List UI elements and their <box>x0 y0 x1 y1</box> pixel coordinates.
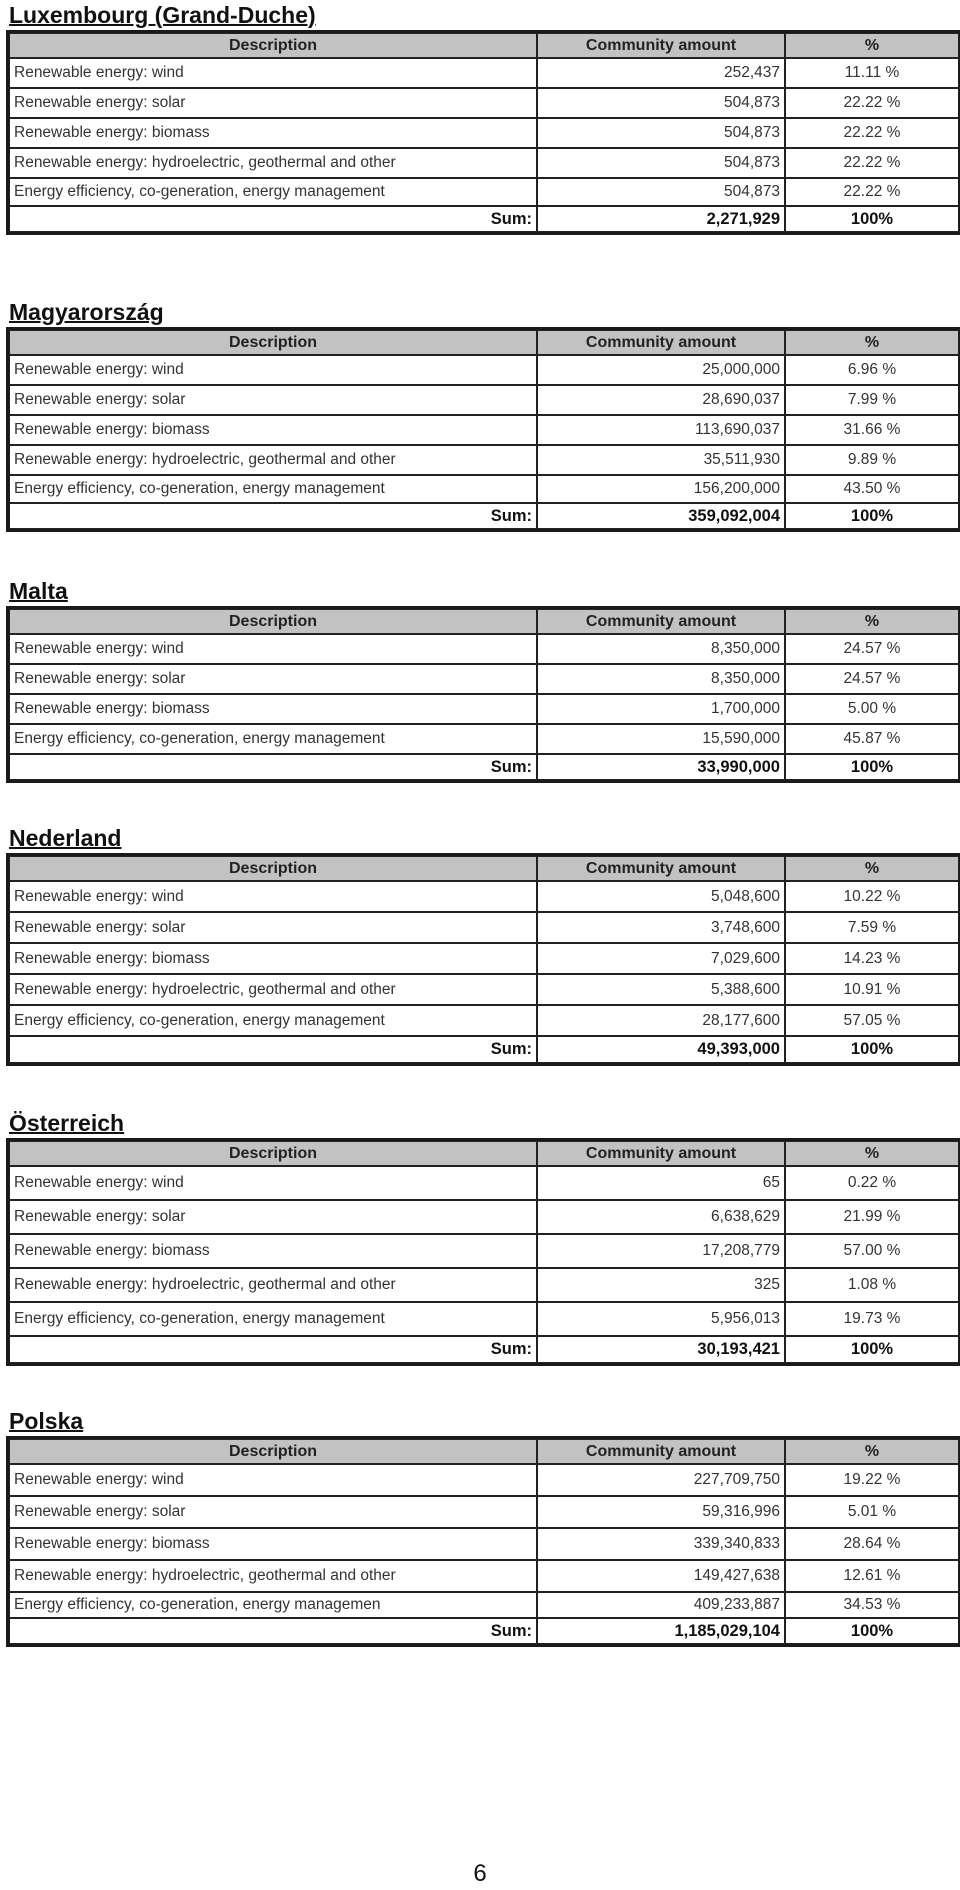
row-description: Energy efficiency, co-generation, energy management <box>9 724 537 754</box>
row-percent: 12.61 % <box>785 1560 959 1592</box>
sum-percent: 100% <box>785 503 959 529</box>
sum-row <box>9 1336 959 1363</box>
row-community-amount: 59,316,996 <box>537 1496 785 1528</box>
country-section <box>6 1406 956 1647</box>
table-row <box>9 1560 959 1592</box>
row-percent: 6.96 % <box>785 355 959 385</box>
row-community-amount: 5,388,600 <box>537 974 785 1005</box>
table-row <box>9 1528 959 1560</box>
row-description: Energy efficiency, co-generation, energy managemen <box>9 1592 537 1618</box>
row-percent: 11.11 % <box>785 58 959 88</box>
row-description: Renewable energy: biomass <box>9 943 537 974</box>
sum-row <box>9 503 959 529</box>
row-description: Energy efficiency, co-generation, energy management <box>9 1302 537 1336</box>
table-row <box>9 445 959 475</box>
row-description: Renewable energy: hydroelectric, geothermal and other <box>9 974 537 1005</box>
row-community-amount: 504,873 <box>537 148 785 178</box>
sum-percent: 100% <box>785 754 959 780</box>
table-row <box>9 385 959 415</box>
header-community-amount: Community amount <box>537 330 785 355</box>
sum-amount: 30,193,421 <box>537 1336 785 1363</box>
row-community-amount: 325 <box>537 1268 785 1302</box>
row-community-amount: 1,700,000 <box>537 694 785 724</box>
row-community-amount: 25,000,000 <box>537 355 785 385</box>
row-description: Energy efficiency, co-generation, energy management <box>9 475 537 503</box>
header-community-amount: Community amount <box>537 609 785 634</box>
sum-row <box>9 1036 959 1063</box>
header-description: Description <box>9 33 537 58</box>
row-community-amount: 227,709,750 <box>537 1464 785 1496</box>
header-description: Description <box>9 1439 537 1464</box>
table-row <box>9 912 959 943</box>
row-community-amount: 149,427,638 <box>537 1560 785 1592</box>
header-community-amount: Community amount <box>537 856 785 881</box>
sum-label: Sum: <box>9 1618 537 1644</box>
row-description: Renewable energy: biomass <box>9 1528 537 1560</box>
row-percent: 45.87 % <box>785 724 959 754</box>
header-percent: % <box>785 33 959 58</box>
row-community-amount: 5,048,600 <box>537 881 785 912</box>
sum-label: Sum: <box>9 503 537 529</box>
table-row <box>9 694 959 724</box>
table-row <box>9 664 959 694</box>
row-description: Renewable energy: biomass <box>9 1234 537 1268</box>
row-percent: 57.00 % <box>785 1234 959 1268</box>
row-community-amount: 8,350,000 <box>537 664 785 694</box>
table-row <box>9 1166 959 1200</box>
table-header-row <box>9 856 959 881</box>
row-community-amount: 504,873 <box>537 118 785 148</box>
sum-label: Sum: <box>9 206 537 232</box>
country-section <box>6 576 956 783</box>
table-header-row <box>9 330 959 355</box>
row-community-amount: 15,590,000 <box>537 724 785 754</box>
header-community-amount: Community amount <box>537 33 785 58</box>
table-row <box>9 415 959 445</box>
table-row <box>9 475 959 503</box>
table-row <box>9 634 959 664</box>
row-percent: 10.22 % <box>785 881 959 912</box>
sum-percent: 100% <box>785 206 959 232</box>
header-percent: % <box>785 1439 959 1464</box>
row-percent: 14.23 % <box>785 943 959 974</box>
table-row <box>9 1200 959 1234</box>
row-community-amount: 156,200,000 <box>537 475 785 503</box>
country-section <box>6 1108 956 1366</box>
sum-row <box>9 1618 959 1644</box>
sum-row <box>9 206 959 232</box>
table-row <box>9 58 959 88</box>
row-percent: 7.99 % <box>785 385 959 415</box>
table-row <box>9 1234 959 1268</box>
sum-label: Sum: <box>9 1036 537 1063</box>
row-percent: 9.89 % <box>785 445 959 475</box>
table-header-row <box>9 33 959 58</box>
table-row <box>9 1464 959 1496</box>
table-row <box>9 943 959 974</box>
row-percent: 24.57 % <box>785 664 959 694</box>
sum-amount: 1,185,029,104 <box>537 1618 785 1644</box>
allocation-table <box>6 1138 960 1366</box>
table-row <box>9 1268 959 1302</box>
row-community-amount: 5,956,013 <box>537 1302 785 1336</box>
row-description: Renewable energy: wind <box>9 355 537 385</box>
row-community-amount: 6,638,629 <box>537 1200 785 1234</box>
row-percent: 43.50 % <box>785 475 959 503</box>
allocation-table <box>6 606 960 783</box>
row-community-amount: 3,748,600 <box>537 912 785 943</box>
row-description: Renewable energy: wind <box>9 58 537 88</box>
row-community-amount: 8,350,000 <box>537 634 785 664</box>
country-title: Polska <box>9 1408 84 1434</box>
country-section <box>6 0 956 235</box>
row-percent: 5.01 % <box>785 1496 959 1528</box>
country-section <box>6 297 956 532</box>
sum-label: Sum: <box>9 1336 537 1363</box>
allocation-table <box>6 30 960 235</box>
table-row <box>9 355 959 385</box>
sum-amount: 2,271,929 <box>537 206 785 232</box>
row-description: Renewable energy: hydroelectric, geothermal and other <box>9 148 537 178</box>
row-percent: 7.59 % <box>785 912 959 943</box>
row-community-amount: 113,690,037 <box>537 415 785 445</box>
table-row <box>9 1302 959 1336</box>
row-community-amount: 35,511,930 <box>537 445 785 475</box>
row-percent: 28.64 % <box>785 1528 959 1560</box>
row-percent: 21.99 % <box>785 1200 959 1234</box>
row-description: Renewable energy: biomass <box>9 415 537 445</box>
row-description: Renewable energy: wind <box>9 881 537 912</box>
row-percent: 22.22 % <box>785 148 959 178</box>
allocation-table <box>6 1436 960 1647</box>
page-number: 6 <box>473 1860 487 1887</box>
country-title: Magyarország <box>9 299 164 325</box>
table-row <box>9 178 959 206</box>
country-title: Nederland <box>9 825 122 851</box>
row-community-amount: 17,208,779 <box>537 1234 785 1268</box>
row-percent: 22.22 % <box>785 88 959 118</box>
header-percent: % <box>785 1141 959 1166</box>
table-row <box>9 1592 959 1618</box>
header-description: Description <box>9 856 537 881</box>
row-community-amount: 7,029,600 <box>537 943 785 974</box>
sum-percent: 100% <box>785 1036 959 1063</box>
table-row <box>9 724 959 754</box>
table-row <box>9 118 959 148</box>
row-percent: 31.66 % <box>785 415 959 445</box>
row-description: Renewable energy: solar <box>9 385 537 415</box>
row-description: Renewable energy: hydroelectric, geothermal and other <box>9 1268 537 1302</box>
table-row <box>9 1005 959 1036</box>
sum-amount: 33,990,000 <box>537 754 785 780</box>
table-row <box>9 148 959 178</box>
country-title: Luxembourg (Grand-Duche) <box>9 2 316 28</box>
row-percent: 19.73 % <box>785 1302 959 1336</box>
row-description: Renewable energy: hydroelectric, geothermal and other <box>9 1560 537 1592</box>
row-community-amount: 28,690,037 <box>537 385 785 415</box>
row-percent: 57.05 % <box>785 1005 959 1036</box>
header-description: Description <box>9 609 537 634</box>
row-community-amount: 409,233,887 <box>537 1592 785 1618</box>
row-description: Energy efficiency, co-generation, energy management <box>9 1005 537 1036</box>
row-description: Renewable energy: solar <box>9 1496 537 1528</box>
header-description: Description <box>9 330 537 355</box>
row-description: Renewable energy: wind <box>9 634 537 664</box>
table-header-row <box>9 1439 959 1464</box>
row-percent: 19.22 % <box>785 1464 959 1496</box>
row-community-amount: 504,873 <box>537 178 785 206</box>
row-percent: 22.22 % <box>785 178 959 206</box>
row-percent: 24.57 % <box>785 634 959 664</box>
row-community-amount: 28,177,600 <box>537 1005 785 1036</box>
header-community-amount: Community amount <box>537 1141 785 1166</box>
header-community-amount: Community amount <box>537 1439 785 1464</box>
row-description: Renewable energy: wind <box>9 1464 537 1496</box>
row-community-amount: 339,340,833 <box>537 1528 785 1560</box>
table-row <box>9 1496 959 1528</box>
row-percent: 34.53 % <box>785 1592 959 1618</box>
row-percent: 22.22 % <box>785 118 959 148</box>
row-community-amount: 65 <box>537 1166 785 1200</box>
allocation-table <box>6 853 960 1066</box>
table-row <box>9 881 959 912</box>
country-section <box>6 823 956 1066</box>
row-description: Renewable energy: hydroelectric, geothermal and other <box>9 445 537 475</box>
row-description: Renewable energy: solar <box>9 912 537 943</box>
sum-amount: 49,393,000 <box>537 1036 785 1063</box>
header-description: Description <box>9 1141 537 1166</box>
table-header-row <box>9 1141 959 1166</box>
row-description: Renewable energy: biomass <box>9 118 537 148</box>
row-description: Renewable energy: solar <box>9 664 537 694</box>
table-row <box>9 974 959 1005</box>
country-title: Malta <box>9 578 68 604</box>
row-description: Renewable energy: wind <box>9 1166 537 1200</box>
row-community-amount: 252,437 <box>537 58 785 88</box>
header-percent: % <box>785 330 959 355</box>
row-description: Renewable energy: biomass <box>9 694 537 724</box>
sum-percent: 100% <box>785 1618 959 1644</box>
header-percent: % <box>785 856 959 881</box>
sum-percent: 100% <box>785 1336 959 1363</box>
table-header-row <box>9 609 959 634</box>
country-title: Österreich <box>9 1110 125 1136</box>
table-row <box>9 88 959 118</box>
row-percent: 5.00 % <box>785 694 959 724</box>
row-description: Renewable energy: solar <box>9 88 537 118</box>
sum-label: Sum: <box>9 754 537 780</box>
allocation-table <box>6 327 960 532</box>
row-community-amount: 504,873 <box>537 88 785 118</box>
row-percent: 1.08 % <box>785 1268 959 1302</box>
row-percent: 10.91 % <box>785 974 959 1005</box>
sum-row <box>9 754 959 780</box>
header-percent: % <box>785 609 959 634</box>
row-description: Renewable energy: solar <box>9 1200 537 1234</box>
row-percent: 0.22 % <box>785 1166 959 1200</box>
row-description: Energy efficiency, co-generation, energy management <box>9 178 537 206</box>
sum-amount: 359,092,004 <box>537 503 785 529</box>
